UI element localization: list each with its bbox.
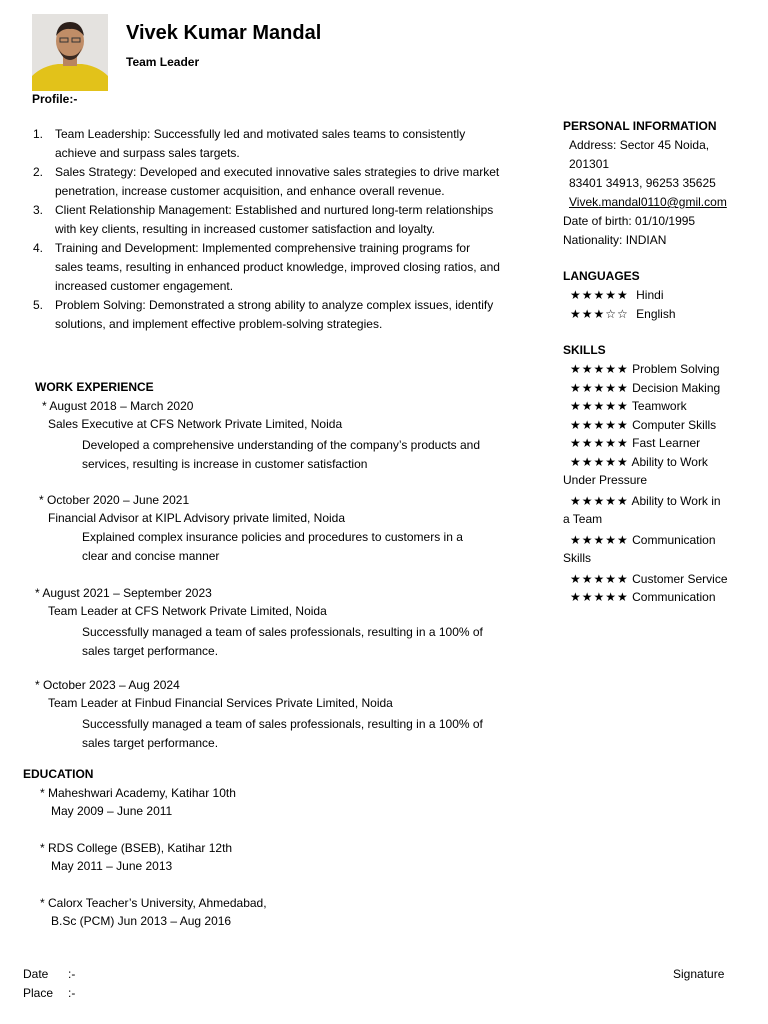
job-description: [82, 715, 512, 753]
email-link[interactable]: Vivek.mandal0110@gmil.com: [569, 195, 727, 209]
skill-name: Computer Skills: [632, 417, 717, 432]
address-line: 201301: [569, 157, 610, 171]
rating-stars-icon: ★★★★★: [570, 399, 629, 413]
rating-stars-icon: ★★★★★: [570, 454, 629, 469]
list-item-line: penetration, increase customer acquisition, and enhance overall revenue.: [55, 184, 445, 198]
list-item: [33, 163, 528, 201]
skill-item: [563, 379, 763, 398]
skill-item: [563, 531, 763, 550]
place-label: Place: [23, 986, 54, 1000]
rating-stars-icon: ★★★★★: [570, 436, 629, 450]
education-entry: [40, 784, 236, 820]
skill-name: Ability to Work in: [631, 493, 721, 508]
profile-list: [33, 125, 528, 334]
list-item-number: 3.: [33, 203, 44, 217]
job-title: Team Leader at Finbud Financial Services Private Limited, Noida: [48, 696, 393, 710]
list-item-number: 4.: [33, 241, 44, 255]
skill-name-continued: Skills: [563, 551, 592, 565]
address-line: Address: Sector 45 Noida,: [569, 138, 710, 152]
list-item: [33, 296, 528, 334]
profile-photo: [32, 14, 108, 91]
job-description: [82, 623, 512, 661]
list-item-line: achieve and surpass sales targets.: [55, 146, 240, 160]
job-date: * August 2021 – September 2023: [35, 586, 212, 600]
list-item-line: Sales Strategy: Developed and executed innovative sales strategies to drive market: [55, 165, 500, 179]
skill-name: Problem Solving: [632, 362, 720, 376]
job-date: * August 2018 – March 2020: [42, 399, 194, 413]
education-institution: * RDS College (BSEB), Katihar 12th: [40, 841, 233, 855]
skill-name-continued: a Team: [563, 512, 603, 526]
education-institution: * Calorx Teacher’s University, Ahmedabad,: [40, 896, 267, 910]
job-date: * October 2023 – Aug 2024: [35, 678, 180, 692]
list-item-line: Team Leadership: Successfully led and motivated sales teams to consistently: [55, 127, 466, 141]
skill-name-continued: Under Pressure: [563, 473, 648, 487]
rating-stars-icon: ★★★★★: [570, 288, 629, 302]
job-description-line: Successfully managed a team of sales professionals, resulting in a 100% of: [82, 625, 483, 639]
language-item: [563, 286, 763, 305]
education-period: May 2009 – June 2011: [51, 804, 173, 818]
education-heading: EDUCATION: [23, 767, 94, 781]
list-item-number: 1.: [33, 127, 44, 141]
job-date: * October 2020 – June 2021: [39, 493, 190, 507]
skill-name: Communication: [632, 532, 716, 547]
list-item-line: Training and Development: Implemented comprehensive training programs for: [55, 241, 471, 255]
work-experience-heading: WORK EXPERIENCE: [35, 380, 154, 394]
list-item-number: 2.: [33, 165, 44, 179]
job-description: [82, 436, 512, 474]
phone-numbers: 83401 34913, 96253 35625: [569, 176, 716, 190]
list-item: [33, 239, 528, 296]
language-name: Hindi: [636, 288, 664, 302]
list-item-line: Problem Solving: Demonstrated a strong ability to analyze complex issues, identify: [55, 298, 494, 312]
education-entry: [40, 839, 232, 875]
skills-section: [563, 341, 763, 607]
list-item-line: solutions, and implement effective problem-solving strategies.: [55, 317, 383, 331]
profile-heading: Profile:-: [32, 92, 78, 106]
skill-item: [563, 453, 763, 472]
rating-stars-icon: ★★★★★: [570, 532, 629, 547]
rating-stars-icon: ★★★★★: [570, 380, 629, 395]
job-description-line: clear and concise manner: [82, 549, 220, 563]
languages-heading: LANGUAGES: [563, 269, 640, 283]
signature-label: Signature: [673, 967, 725, 981]
skill-item: [563, 570, 763, 589]
candidate-role: Team Leader: [126, 55, 200, 69]
job-description-line: sales target performance.: [82, 736, 219, 750]
list-item-line: sales teams, resulting in enhanced product knowledge, improved closing ratios, and: [55, 260, 500, 274]
skills-heading: SKILLS: [563, 343, 606, 357]
job-description-line: Developed a comprehensive understanding of the company’s products and: [82, 438, 481, 452]
place-separator: :-: [68, 986, 76, 1000]
job-title: Sales Executive at CFS Network Private Limited, Noida: [48, 417, 343, 431]
job-title: Financial Advisor at KIPL Advisory private limited, Noida: [48, 511, 346, 525]
list-item-line: with key clients, resulting in increased customer satisfaction and loyalty.: [55, 222, 435, 236]
date-separator: :-: [68, 967, 76, 981]
skill-name: Communication: [632, 590, 716, 604]
rating-stars-icon: ★★★★★: [570, 493, 629, 508]
rating-stars-icon: ★★★☆☆: [570, 306, 629, 321]
personal-information-heading: PERSONAL INFORMATION: [563, 119, 717, 133]
date-of-birth: Date of birth: 01/10/1995: [563, 214, 696, 228]
job-description-line: services, resulting is increase in customer satisfaction: [82, 457, 368, 471]
nationality: Nationality: INDIAN: [563, 233, 667, 247]
skill-name: Fast Learner: [632, 436, 701, 450]
list-item-line: Client Relationship Management: Established and nurtured long-term relationships: [55, 203, 494, 217]
personal-information-section: [563, 117, 763, 250]
list-item-number: 5.: [33, 298, 44, 312]
list-item-line: increased customer engagement.: [55, 279, 234, 293]
person-photo-icon: [32, 14, 108, 91]
education-entry: [40, 894, 267, 930]
skill-item: [563, 416, 763, 435]
languages-section: [563, 267, 763, 323]
skill-name: Ability to Work: [631, 454, 708, 469]
candidate-name: Vivek Kumar Mandal: [126, 22, 322, 44]
education-institution: * Maheshwari Academy, Katihar 10th: [40, 786, 236, 800]
language-item: [563, 305, 763, 324]
job-description-line: Explained complex insurance policies and procedures to customers in a: [82, 530, 463, 544]
rating-stars-icon: ★★★★★: [570, 362, 629, 376]
language-name: English: [636, 306, 676, 321]
list-item: [33, 125, 528, 163]
skill-item: [563, 360, 763, 379]
job-description-line: Successfully managed a team of sales professionals, resulting in a 100% of: [82, 717, 483, 731]
date-label: Date: [23, 967, 49, 981]
job-description-line: sales target performance.: [82, 644, 219, 658]
job-description: [82, 528, 512, 566]
list-item: [33, 201, 528, 239]
rating-stars-icon: ★★★★★: [570, 571, 629, 586]
skill-item: [563, 434, 763, 453]
education-period: B.Sc (PCM) Jun 2013 – Aug 2016: [51, 914, 232, 928]
skill-item: [563, 492, 763, 511]
education-period: May 2011 – June 2013: [51, 859, 173, 873]
skill-name: Decision Making: [632, 380, 721, 395]
skill-name: Teamwork: [631, 399, 687, 413]
rating-stars-icon: ★★★★★: [570, 417, 629, 432]
skill-item: [563, 588, 763, 607]
rating-stars-icon: ★★★★★: [570, 590, 629, 604]
job-title: Team Leader at CFS Network Private Limited, Noida: [48, 604, 327, 618]
skill-item: [563, 397, 763, 416]
skill-name: Customer Service: [632, 571, 728, 586]
